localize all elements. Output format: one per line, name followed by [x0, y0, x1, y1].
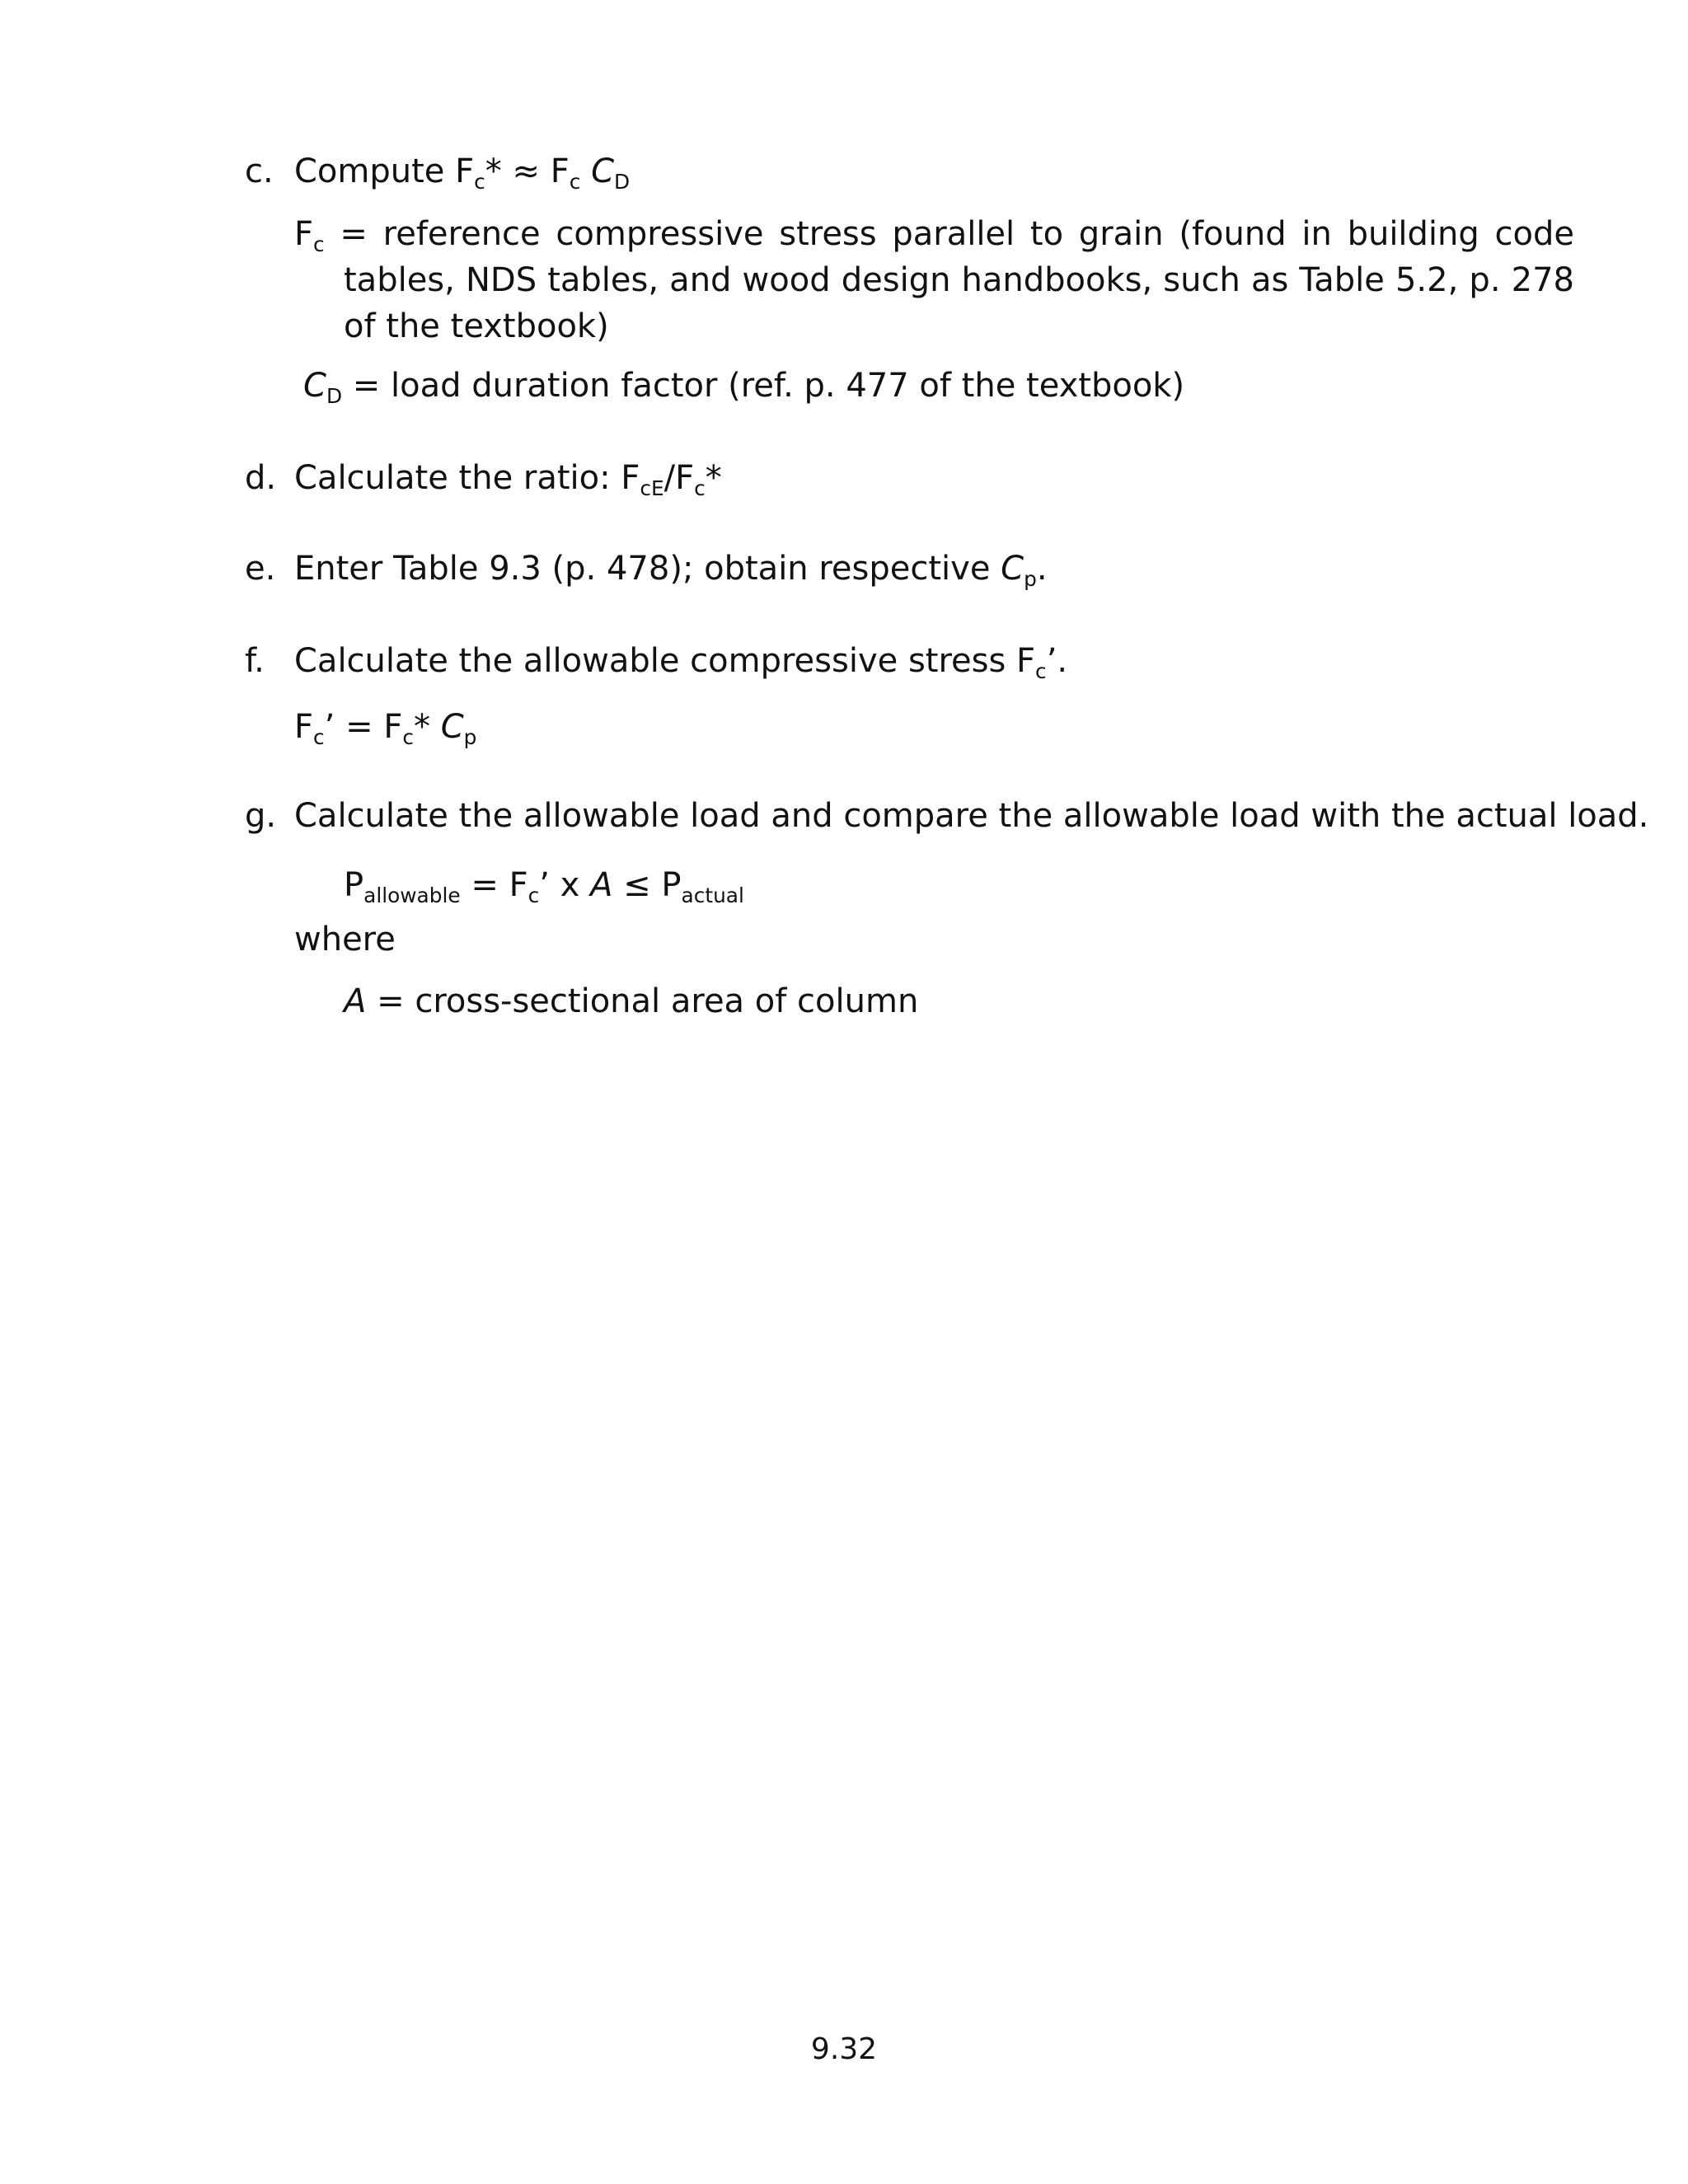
item-e-label: e.	[245, 550, 276, 588]
item-c-title: Compute $F_c* \approx F_c$ $C_D$	[294, 152, 631, 194]
item-f-text: Calculate the allowable compressive stress $F_c$’.	[294, 642, 1068, 683]
item-d-label: d.	[245, 459, 277, 497]
item-d-text: Calculate the ratio: $F_{cE}/F_c*$	[294, 459, 722, 500]
item-g-equation: $P_{allowable} = F_c$’ x $A \le P_{actual}$	[344, 866, 744, 907]
item-g-label: g.	[245, 797, 277, 835]
fc-definition: $F_c$ = reference compressive stress parallel to grain (found in building code tables, NDS tables, and wood design handbooks, such as Table 5.2, p. 278 of the textbook)	[294, 215, 1574, 345]
cd-definition: $C_D$ = load duration factor (ref. p. 477 of the textbook)	[303, 367, 1185, 408]
item-g-text: Calculate the allowable load and compare the allowable load with the actual load.	[294, 797, 1649, 835]
where-label: where	[294, 921, 396, 958]
item-e-text: Enter Table 9.3 (p. 478); obtain respective $C_p$.	[294, 550, 1048, 591]
area-definition: A = cross-sectional area of column	[344, 982, 919, 1020]
page-number: 9.32	[810, 2032, 878, 2066]
item-f-equation: $F_c$’ = $F_c*$ $C_p$	[294, 708, 477, 749]
item-c-label: c.	[245, 152, 274, 190]
item-f-label: f.	[245, 642, 265, 680]
